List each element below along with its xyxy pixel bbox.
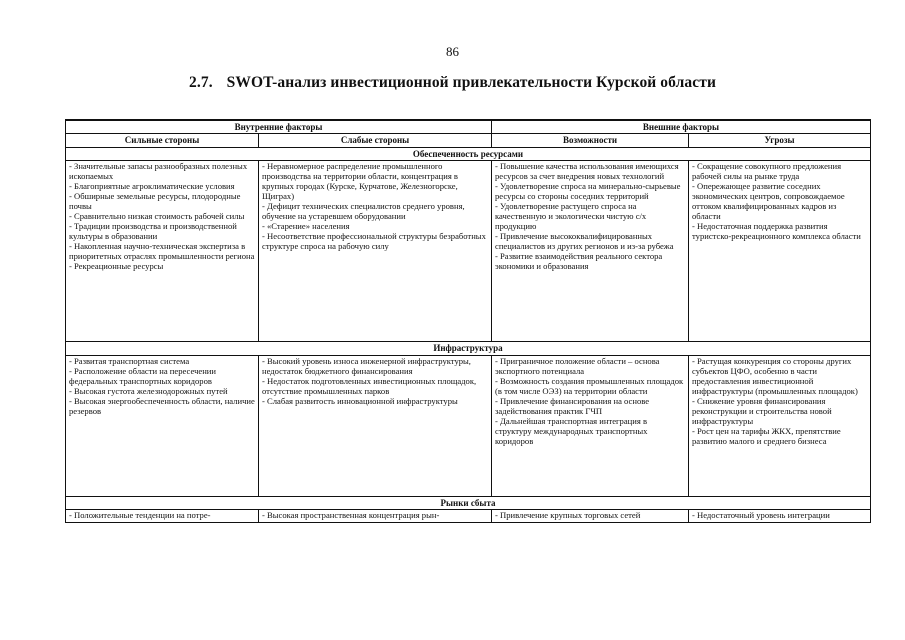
section-title — [0, 74, 905, 92]
opportunities-header: Возможности — [492, 134, 689, 147]
external-factors-header: Внешние факторы — [492, 120, 871, 134]
weaknesses-header: Слабые стороны — [259, 134, 492, 147]
swot-table — [65, 119, 871, 523]
threats-header: Угрозы — [689, 134, 871, 147]
section-heading-resources: Обеспеченность ресурсами — [66, 147, 871, 160]
weaknesses-cell: - Неравномерное распределение промышленного производства на территории области, концентрация в крупных городах (Курске, Курчатове, Железногорске, Щиграх) - Дефицит технических специалистов среднего уровня, обучение на устаревшем оборудовании - «Старение» населения - Несоответствие профессиональной структуры безработных структуре спроса на рабочую силу — [259, 161, 492, 342]
strengths-cell: - Положительные тенденции на потре- — [66, 510, 259, 523]
threats-cell: - Недостаточный уровень интеграции — [689, 510, 871, 523]
table-row — [66, 161, 871, 342]
strengths-header: Сильные стороны — [66, 134, 259, 147]
section-heading-infrastructure: Инфраструктура — [66, 342, 871, 355]
opportunities-cell: - Привлечение крупных торговых сетей — [492, 510, 689, 523]
threats-cell: - Сокращение совокупного предложения рабочей силы на рынке труда - Опережающее развитие соседних экономических центров, сопровождаемое оттоком квалифицированных кадров из области - Недостаточная поддержка развития туристско-рекреационного комплекса области — [689, 161, 871, 342]
threats-cell: - Растущая конкуренция со стороны других субъектов ЦФО, особенно в части предоставления инвестиционной инфраструктуры (промышленных площадок) - Снижение уровня финансирования реконструкции и строительства новой инфраструктуры - Рост цен на тарифы ЖКХ, препятствие развитию малого и среднего бизнеса — [689, 355, 871, 496]
section-number: 2.7. — [189, 74, 213, 91]
weaknesses-cell: - Высокий уровень износа инженерной инфраструктуры, недостаток бюджетного финансирования - Недостаток подготовленных инвестиционных площадок, отсутствие промышленных парков - Слабая развитость инновационной инфраструктуры — [259, 355, 492, 496]
internal-factors-header: Внутренние факторы — [66, 120, 492, 134]
strengths-cell: - Значительные запасы разнообразных полезных ископаемых - Благоприятные агроклиматические условия - Обширные земельные ресурсы, плодородные почвы - Сравнительно низкая стоимость рабочей силы - Традиции производства и производственной культуры в образовании - Накопленная научно-техническая экспертиза в приоритетных отраслях промышленности региона - Рекреационные ресурсы — [66, 161, 259, 342]
strengths-cell: - Развитая транспортная система - Расположение области на пересечении федеральных транспортных коридоров - Высокая густота железнодорожных путей - Высокая энергообеспеченность области, наличие резервов — [66, 355, 259, 496]
section-heading-markets: Рынки сбыта — [66, 496, 871, 509]
weaknesses-cell: - Высокая пространственная концентрация рын- — [259, 510, 492, 523]
page-number: 86 — [446, 44, 459, 59]
opportunities-cell: - Приграничное положение области – основа экспортного потенциала - Возможность создания промышленных площадок (в том числе ОЭЗ) на территории области - Привлечение финансирования на основе задействования практик ГЧП - Дальнейшая транспортная интеграция в структуру международных транспортных коридоров — [492, 355, 689, 496]
opportunities-cell: - Повышение качества использования имеющихся ресурсов за счет внедрения новых технологий - Удовлетворение спроса на минерально-сырьевые ресурсы со стороны соседних территорий - Удовлетворение растущего спроса на качественную и экологически чистую с/х продукцию - Привлечение высококвалифицированных специалистов из других регионов и из-за рубежа - Развитие взаимодействия реального сектора экономики и образования — [492, 161, 689, 342]
section-title-text: SWOT-анализ инвестиционной привлекательности Курской области — [226, 74, 716, 91]
table-row — [66, 510, 871, 523]
table-row — [66, 355, 871, 496]
